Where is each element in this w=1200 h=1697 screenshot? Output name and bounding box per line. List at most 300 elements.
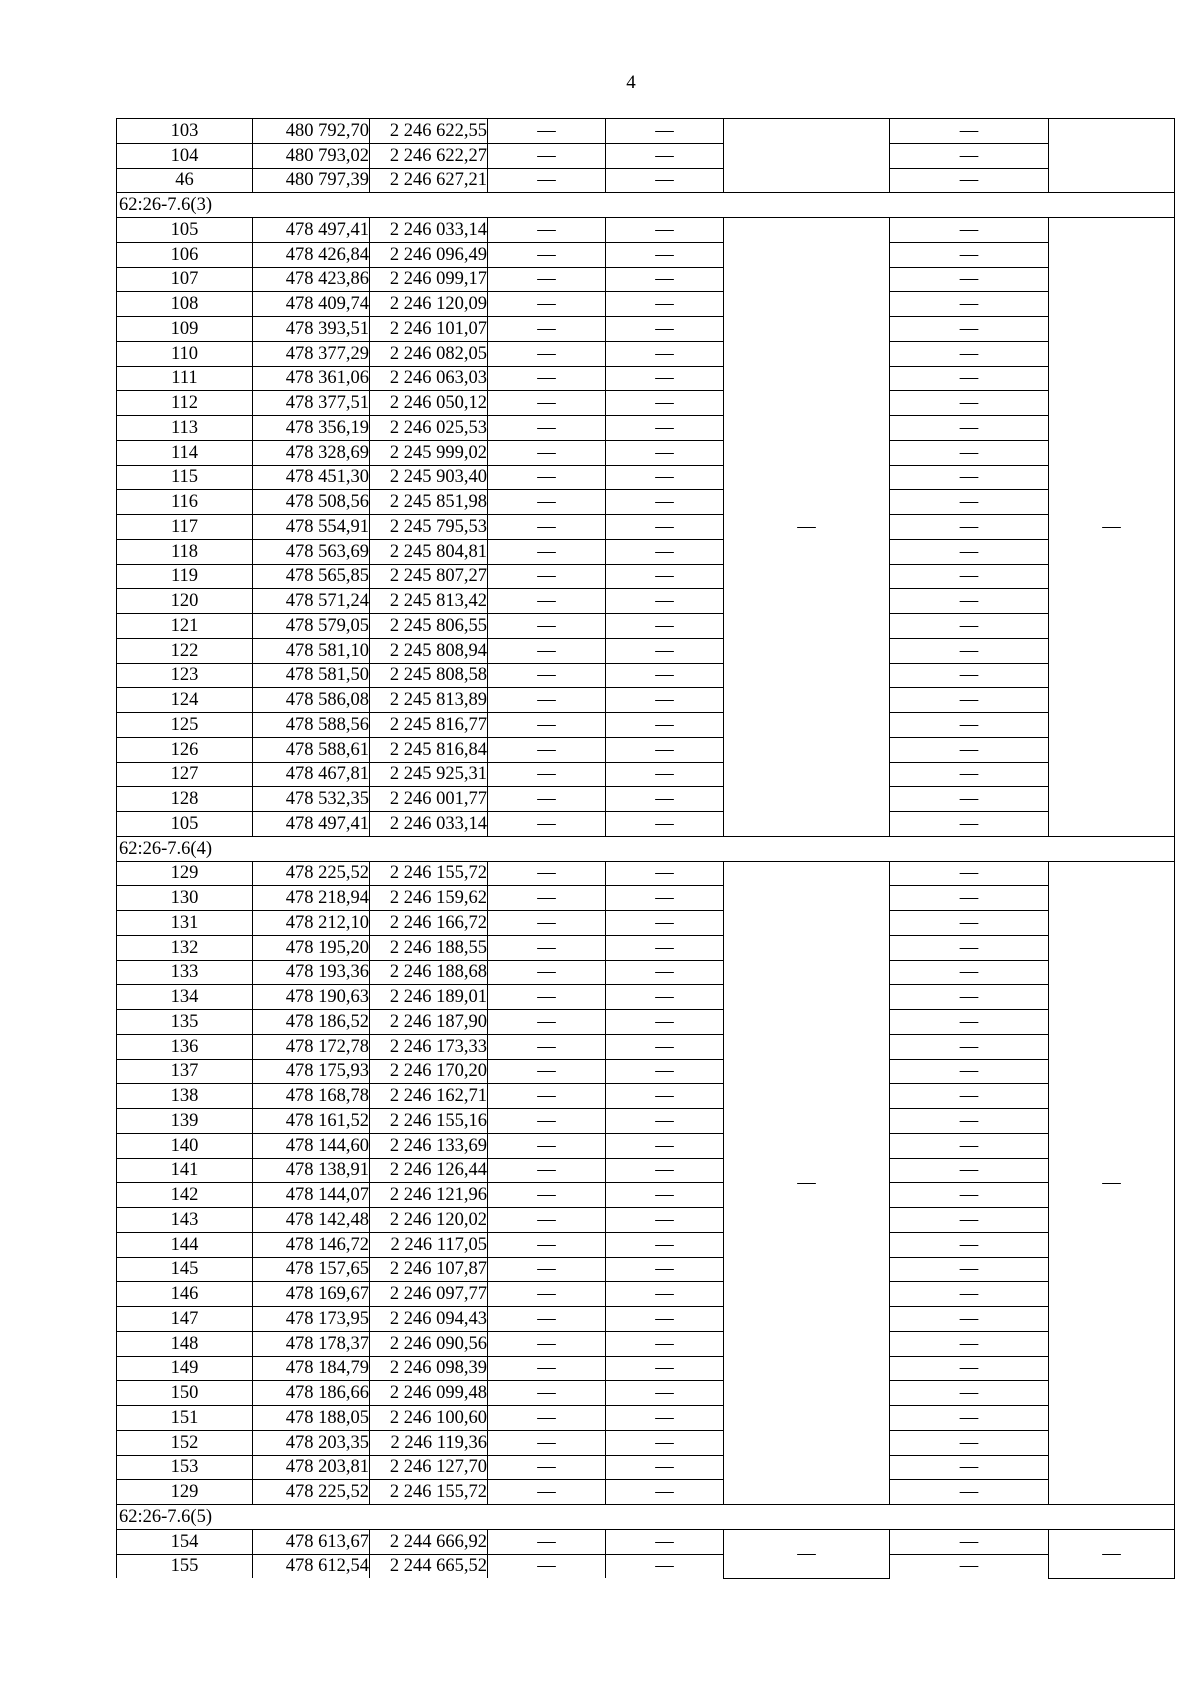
- dash-cell: —: [606, 119, 724, 144]
- dash-cell: —: [890, 391, 1049, 416]
- point-number-cell: 119: [117, 564, 253, 589]
- dash-cell: —: [606, 564, 724, 589]
- dash-cell: —: [890, 366, 1049, 391]
- table-row: [117, 1455, 1175, 1480]
- y-coordinate-cell: 2 246 121,96: [370, 1183, 488, 1208]
- dash-cell: —: [488, 242, 606, 267]
- y-coordinate-cell: 2 244 666,92: [370, 1529, 488, 1554]
- dash-cell: —: [606, 737, 724, 762]
- dash-cell: —: [488, 143, 606, 168]
- x-coordinate-cell: 480 792,70: [253, 119, 370, 144]
- x-coordinate-cell: 478 193,36: [253, 960, 370, 985]
- dash-cell: —: [488, 292, 606, 317]
- merged-cell: —: [1049, 218, 1175, 837]
- table-row: [117, 935, 1175, 960]
- point-number-cell: 104: [117, 143, 253, 168]
- point-number-cell: 108: [117, 292, 253, 317]
- table-row: [117, 1480, 1175, 1505]
- point-number-cell: 123: [117, 663, 253, 688]
- dash-cell: —: [488, 1010, 606, 1035]
- dash-cell: —: [890, 1430, 1049, 1455]
- point-number-cell: 46: [117, 168, 253, 193]
- x-coordinate-cell: 478 142,48: [253, 1208, 370, 1233]
- x-coordinate-cell: 478 203,81: [253, 1455, 370, 1480]
- dash-cell: —: [890, 935, 1049, 960]
- section-title: 62:26-7.6(5): [117, 1505, 1175, 1530]
- dash-cell: —: [488, 1133, 606, 1158]
- dash-cell: —: [606, 1455, 724, 1480]
- dash-cell: —: [488, 564, 606, 589]
- dash-cell: —: [488, 1208, 606, 1233]
- dash-cell: —: [488, 861, 606, 886]
- x-coordinate-cell: 478 172,78: [253, 1034, 370, 1059]
- dash-cell: —: [890, 663, 1049, 688]
- x-coordinate-cell: 480 793,02: [253, 143, 370, 168]
- x-coordinate-cell: 478 426,84: [253, 242, 370, 267]
- x-coordinate-cell: 478 467,81: [253, 762, 370, 787]
- coordinates-table: [116, 118, 1175, 1579]
- x-coordinate-cell: 478 144,07: [253, 1183, 370, 1208]
- dash-cell: —: [890, 713, 1049, 738]
- dash-cell: —: [606, 168, 724, 193]
- dash-cell: —: [606, 1232, 724, 1257]
- dash-cell: —: [488, 1109, 606, 1134]
- dash-cell: —: [890, 886, 1049, 911]
- dash-cell: —: [606, 1282, 724, 1307]
- table-row: [117, 465, 1175, 490]
- x-coordinate-cell: 478 565,85: [253, 564, 370, 589]
- x-coordinate-cell: 478 393,51: [253, 317, 370, 342]
- table-row: [117, 1010, 1175, 1035]
- dash-cell: —: [606, 391, 724, 416]
- dash-cell: —: [606, 638, 724, 663]
- table-row: [117, 539, 1175, 564]
- dash-cell: —: [606, 663, 724, 688]
- dash-cell: —: [890, 317, 1049, 342]
- x-coordinate-cell: 478 497,41: [253, 218, 370, 243]
- point-number-cell: 117: [117, 515, 253, 540]
- y-coordinate-cell: 2 245 851,98: [370, 490, 488, 515]
- dash-cell: —: [606, 1381, 724, 1406]
- x-coordinate-cell: 478 225,52: [253, 1480, 370, 1505]
- dash-cell: —: [890, 1183, 1049, 1208]
- dash-cell: —: [890, 911, 1049, 936]
- dash-cell: —: [890, 1109, 1049, 1134]
- dash-cell: —: [890, 1282, 1049, 1307]
- point-number-cell: 138: [117, 1084, 253, 1109]
- dash-cell: —: [606, 886, 724, 911]
- y-coordinate-cell: 2 246 155,72: [370, 1480, 488, 1505]
- x-coordinate-cell: 478 563,69: [253, 539, 370, 564]
- dash-cell: —: [606, 762, 724, 787]
- dash-cell: —: [890, 1010, 1049, 1035]
- dash-cell: —: [606, 242, 724, 267]
- y-coordinate-cell: 2 246 187,90: [370, 1010, 488, 1035]
- dash-cell: —: [606, 341, 724, 366]
- dash-cell: —: [488, 1158, 606, 1183]
- x-coordinate-cell: 478 138,91: [253, 1158, 370, 1183]
- dash-cell: —: [606, 1406, 724, 1431]
- dash-cell: —: [488, 168, 606, 193]
- dash-cell: —: [606, 1034, 724, 1059]
- dash-cell: —: [890, 515, 1049, 540]
- dash-cell: —: [890, 861, 1049, 886]
- y-coordinate-cell: 2 246 120,02: [370, 1208, 488, 1233]
- table-row: [117, 1059, 1175, 1084]
- dash-cell: —: [606, 1554, 724, 1578]
- point-number-cell: 134: [117, 985, 253, 1010]
- merged-cell: [724, 119, 890, 193]
- dash-cell: —: [890, 1331, 1049, 1356]
- dash-cell: —: [488, 960, 606, 985]
- section-title: 62:26-7.6(3): [117, 193, 1175, 218]
- y-coordinate-cell: 2 246 188,68: [370, 960, 488, 985]
- table-row: [117, 168, 1175, 193]
- x-coordinate-cell: 478 361,06: [253, 366, 370, 391]
- dash-cell: —: [890, 1529, 1049, 1554]
- y-coordinate-cell: 2 246 033,14: [370, 218, 488, 243]
- dash-cell: —: [488, 1529, 606, 1554]
- dash-cell: —: [890, 1455, 1049, 1480]
- dash-cell: —: [890, 341, 1049, 366]
- table-row: [117, 1331, 1175, 1356]
- dash-cell: —: [890, 614, 1049, 639]
- y-coordinate-cell: 2 245 804,81: [370, 539, 488, 564]
- dash-cell: —: [890, 1208, 1049, 1233]
- dash-cell: —: [890, 1257, 1049, 1282]
- dash-cell: —: [606, 614, 724, 639]
- x-coordinate-cell: 478 186,52: [253, 1010, 370, 1035]
- x-coordinate-cell: 478 195,20: [253, 935, 370, 960]
- point-number-cell: 128: [117, 787, 253, 812]
- y-coordinate-cell: 2 246 101,07: [370, 317, 488, 342]
- dash-cell: —: [890, 267, 1049, 292]
- y-coordinate-cell: 2 244 665,52: [370, 1554, 488, 1578]
- dash-cell: —: [890, 440, 1049, 465]
- table-row: [117, 1183, 1175, 1208]
- y-coordinate-cell: 2 245 795,53: [370, 515, 488, 540]
- y-coordinate-cell: 2 246 033,14: [370, 812, 488, 837]
- dash-cell: —: [606, 366, 724, 391]
- dash-cell: —: [606, 713, 724, 738]
- y-coordinate-cell: 2 246 188,55: [370, 935, 488, 960]
- point-number-cell: 152: [117, 1430, 253, 1455]
- table-row: [117, 1158, 1175, 1183]
- dash-cell: —: [606, 1133, 724, 1158]
- x-coordinate-cell: 478 612,54: [253, 1554, 370, 1578]
- section-0: [117, 119, 1175, 193]
- point-number-cell: 112: [117, 391, 253, 416]
- table-row: [117, 1208, 1175, 1233]
- dash-cell: —: [890, 589, 1049, 614]
- point-number-cell: 107: [117, 267, 253, 292]
- x-coordinate-cell: 478 588,61: [253, 737, 370, 762]
- x-coordinate-cell: 478 144,60: [253, 1133, 370, 1158]
- merged-cell: —: [724, 1529, 890, 1578]
- dash-cell: —: [890, 490, 1049, 515]
- dash-cell: —: [606, 218, 724, 243]
- dash-cell: —: [488, 688, 606, 713]
- x-coordinate-cell: 478 571,24: [253, 589, 370, 614]
- dash-cell: —: [606, 1183, 724, 1208]
- y-coordinate-cell: 2 246 094,43: [370, 1307, 488, 1332]
- x-coordinate-cell: 478 168,78: [253, 1084, 370, 1109]
- dash-cell: —: [606, 1430, 724, 1455]
- dash-cell: —: [488, 1307, 606, 1332]
- y-coordinate-cell: 2 246 627,21: [370, 168, 488, 193]
- table-row: [117, 267, 1175, 292]
- dash-cell: —: [890, 564, 1049, 589]
- point-number-cell: 127: [117, 762, 253, 787]
- dash-cell: —: [488, 614, 606, 639]
- y-coordinate-cell: 2 245 806,55: [370, 614, 488, 639]
- table-row: [117, 366, 1175, 391]
- dash-cell: —: [606, 1084, 724, 1109]
- table-row: [117, 911, 1175, 936]
- dash-cell: —: [488, 886, 606, 911]
- y-coordinate-cell: 2 245 813,89: [370, 688, 488, 713]
- dash-cell: —: [488, 1430, 606, 1455]
- dash-cell: —: [890, 416, 1049, 441]
- dash-cell: —: [488, 267, 606, 292]
- dash-cell: —: [890, 292, 1049, 317]
- y-coordinate-cell: 2 246 155,72: [370, 861, 488, 886]
- dash-cell: —: [488, 1183, 606, 1208]
- x-coordinate-cell: 478 178,37: [253, 1331, 370, 1356]
- y-coordinate-cell: 2 246 162,71: [370, 1084, 488, 1109]
- point-number-cell: 113: [117, 416, 253, 441]
- table-row: [117, 440, 1175, 465]
- dash-cell: —: [606, 292, 724, 317]
- table-row: [117, 1554, 1175, 1578]
- dash-cell: —: [488, 1084, 606, 1109]
- dash-cell: —: [890, 1480, 1049, 1505]
- y-coordinate-cell: 2 246 170,20: [370, 1059, 488, 1084]
- merged-cell: —: [1049, 1529, 1175, 1578]
- dash-cell: —: [890, 1158, 1049, 1183]
- dash-cell: —: [488, 539, 606, 564]
- table-row: [117, 1529, 1175, 1554]
- point-number-cell: 140: [117, 1133, 253, 1158]
- table-row: [117, 1356, 1175, 1381]
- dash-cell: —: [606, 812, 724, 837]
- x-coordinate-cell: 478 184,79: [253, 1356, 370, 1381]
- dash-cell: —: [890, 1307, 1049, 1332]
- dash-cell: —: [606, 465, 724, 490]
- table-row: [117, 886, 1175, 911]
- x-coordinate-cell: 478 212,10: [253, 911, 370, 936]
- x-coordinate-cell: 478 377,51: [253, 391, 370, 416]
- y-coordinate-cell: 2 246 001,77: [370, 787, 488, 812]
- table-row: [117, 1257, 1175, 1282]
- y-coordinate-cell: 2 246 155,16: [370, 1109, 488, 1134]
- dash-cell: —: [488, 490, 606, 515]
- merged-cell: [1049, 119, 1175, 193]
- table-row: [117, 713, 1175, 738]
- dash-cell: —: [890, 1034, 1049, 1059]
- dash-cell: —: [890, 465, 1049, 490]
- table-row: [117, 1109, 1175, 1134]
- dash-cell: —: [488, 985, 606, 1010]
- dash-cell: —: [890, 985, 1049, 1010]
- section-title: 62:26-7.6(4): [117, 836, 1175, 861]
- dash-cell: —: [606, 143, 724, 168]
- x-coordinate-cell: 478 169,67: [253, 1282, 370, 1307]
- dash-cell: —: [606, 1307, 724, 1332]
- y-coordinate-cell: 2 246 127,70: [370, 1455, 488, 1480]
- dash-cell: —: [488, 440, 606, 465]
- x-coordinate-cell: 478 554,91: [253, 515, 370, 540]
- dash-cell: —: [488, 737, 606, 762]
- y-coordinate-cell: 2 245 816,77: [370, 713, 488, 738]
- y-coordinate-cell: 2 245 816,84: [370, 737, 488, 762]
- point-number-cell: 118: [117, 539, 253, 564]
- x-coordinate-cell: 478 579,05: [253, 614, 370, 639]
- dash-cell: —: [606, 416, 724, 441]
- table-row: [117, 688, 1175, 713]
- section-title-row: [117, 193, 1175, 218]
- x-coordinate-cell: 478 225,52: [253, 861, 370, 886]
- dash-cell: —: [488, 1480, 606, 1505]
- x-coordinate-cell: 478 586,08: [253, 688, 370, 713]
- table-row: [117, 589, 1175, 614]
- table-row: [117, 1282, 1175, 1307]
- dash-cell: —: [606, 317, 724, 342]
- x-coordinate-cell: 478 356,19: [253, 416, 370, 441]
- point-number-cell: 146: [117, 1282, 253, 1307]
- x-coordinate-cell: 478 451,30: [253, 465, 370, 490]
- table-row: [117, 960, 1175, 985]
- y-coordinate-cell: 2 246 133,69: [370, 1133, 488, 1158]
- dash-cell: —: [890, 688, 1049, 713]
- section-title-row: [117, 1505, 1175, 1530]
- dash-cell: —: [890, 812, 1049, 837]
- dash-cell: —: [890, 143, 1049, 168]
- dash-cell: —: [488, 119, 606, 144]
- dash-cell: —: [488, 589, 606, 614]
- table-row: [117, 242, 1175, 267]
- dash-cell: —: [488, 638, 606, 663]
- point-number-cell: 148: [117, 1331, 253, 1356]
- table-row: [117, 391, 1175, 416]
- x-coordinate-cell: 478 613,67: [253, 1529, 370, 1554]
- point-number-cell: 110: [117, 341, 253, 366]
- dash-cell: —: [890, 218, 1049, 243]
- dash-cell: —: [488, 1356, 606, 1381]
- dash-cell: —: [890, 638, 1049, 663]
- dash-cell: —: [488, 1381, 606, 1406]
- y-coordinate-cell: 2 246 117,05: [370, 1232, 488, 1257]
- x-coordinate-cell: 478 581,10: [253, 638, 370, 663]
- x-coordinate-cell: 478 175,93: [253, 1059, 370, 1084]
- point-number-cell: 130: [117, 886, 253, 911]
- point-number-cell: 144: [117, 1232, 253, 1257]
- x-coordinate-cell: 478 508,56: [253, 490, 370, 515]
- x-coordinate-cell: 478 190,63: [253, 985, 370, 1010]
- y-coordinate-cell: 2 246 107,87: [370, 1257, 488, 1282]
- point-number-cell: 129: [117, 861, 253, 886]
- table-row: [117, 218, 1175, 243]
- y-coordinate-cell: 2 246 119,36: [370, 1430, 488, 1455]
- y-coordinate-cell: 2 246 090,56: [370, 1331, 488, 1356]
- point-number-cell: 105: [117, 218, 253, 243]
- dash-cell: —: [488, 465, 606, 490]
- y-coordinate-cell: 2 245 903,40: [370, 465, 488, 490]
- dash-cell: —: [488, 1257, 606, 1282]
- dash-cell: —: [488, 1059, 606, 1084]
- dash-cell: —: [488, 1455, 606, 1480]
- dash-cell: —: [890, 168, 1049, 193]
- table-row: [117, 1307, 1175, 1332]
- dash-cell: —: [606, 935, 724, 960]
- x-coordinate-cell: 478 588,56: [253, 713, 370, 738]
- dash-cell: —: [488, 1406, 606, 1431]
- dash-cell: —: [606, 1529, 724, 1554]
- dash-cell: —: [488, 1034, 606, 1059]
- dash-cell: —: [606, 1010, 724, 1035]
- y-coordinate-cell: 2 246 096,49: [370, 242, 488, 267]
- point-number-cell: 105: [117, 812, 253, 837]
- merged-cell: —: [724, 218, 890, 837]
- x-coordinate-cell: 478 377,29: [253, 341, 370, 366]
- point-number-cell: 114: [117, 440, 253, 465]
- table-row: [117, 317, 1175, 342]
- table-row: [117, 1084, 1175, 1109]
- point-number-cell: 115: [117, 465, 253, 490]
- dash-cell: —: [606, 985, 724, 1010]
- point-number-cell: 142: [117, 1183, 253, 1208]
- y-coordinate-cell: 2 245 813,42: [370, 589, 488, 614]
- y-coordinate-cell: 2 246 173,33: [370, 1034, 488, 1059]
- y-coordinate-cell: 2 246 120,09: [370, 292, 488, 317]
- table-row: [117, 614, 1175, 639]
- dash-cell: —: [488, 317, 606, 342]
- point-number-cell: 136: [117, 1034, 253, 1059]
- merged-cell: —: [1049, 861, 1175, 1505]
- dash-cell: —: [488, 515, 606, 540]
- table-row: [117, 787, 1175, 812]
- dash-cell: —: [488, 416, 606, 441]
- table-row: [117, 663, 1175, 688]
- x-coordinate-cell: 478 157,65: [253, 1257, 370, 1282]
- x-coordinate-cell: 478 497,41: [253, 812, 370, 837]
- point-number-cell: 122: [117, 638, 253, 663]
- point-number-cell: 150: [117, 1381, 253, 1406]
- point-number-cell: 155: [117, 1554, 253, 1578]
- point-number-cell: 132: [117, 935, 253, 960]
- dash-cell: —: [890, 737, 1049, 762]
- dash-cell: —: [890, 539, 1049, 564]
- y-coordinate-cell: 2 246 100,60: [370, 1406, 488, 1431]
- point-number-cell: 106: [117, 242, 253, 267]
- dash-cell: —: [606, 1059, 724, 1084]
- point-number-cell: 121: [117, 614, 253, 639]
- x-coordinate-cell: 478 218,94: [253, 886, 370, 911]
- dash-cell: —: [488, 366, 606, 391]
- y-coordinate-cell: 2 246 098,39: [370, 1356, 488, 1381]
- dash-cell: —: [488, 935, 606, 960]
- point-number-cell: 154: [117, 1529, 253, 1554]
- y-coordinate-cell: 2 246 082,05: [370, 341, 488, 366]
- y-coordinate-cell: 2 245 999,02: [370, 440, 488, 465]
- point-number-cell: 153: [117, 1455, 253, 1480]
- dash-cell: —: [488, 341, 606, 366]
- dash-cell: —: [606, 911, 724, 936]
- x-coordinate-cell: 478 146,72: [253, 1232, 370, 1257]
- dash-cell: —: [890, 1059, 1049, 1084]
- dash-cell: —: [606, 267, 724, 292]
- dash-cell: —: [488, 762, 606, 787]
